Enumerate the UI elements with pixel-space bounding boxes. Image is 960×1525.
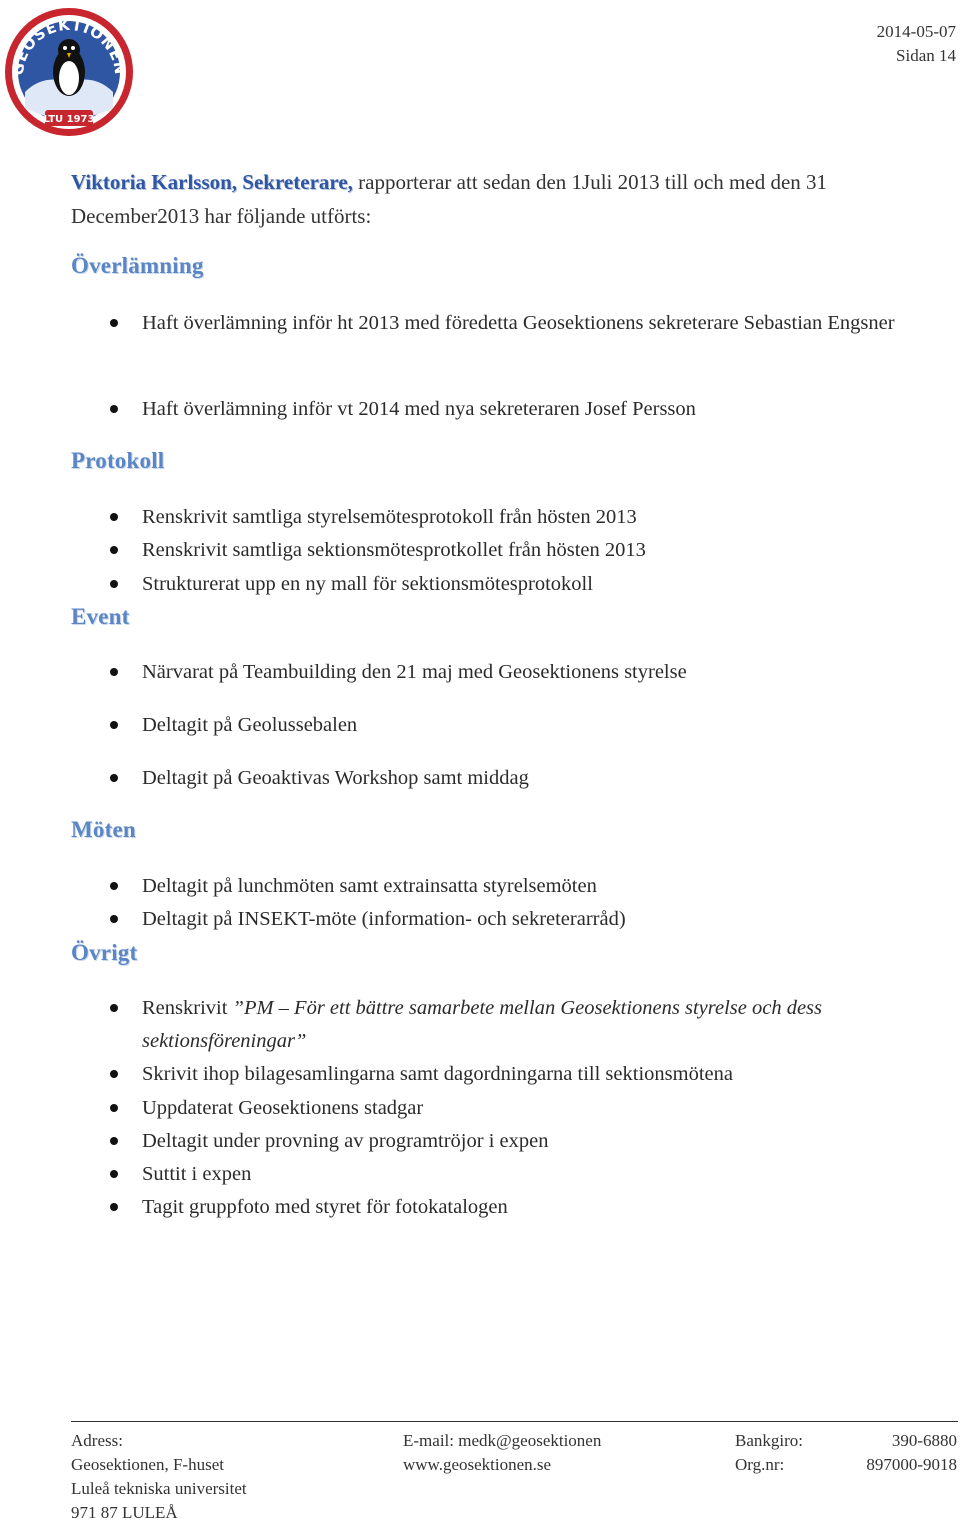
list-item: Haft överlämning inför vt 2014 med nya sekreteraren Josef Persson <box>142 393 932 426</box>
intro-text: rapporterar att sedan den 1Juli 2013 till och med den 31 December2013 har följande utförts: <box>71 170 828 228</box>
list-item: Strukturerat upp en ny mall för sektionsmötesprotokoll <box>142 568 932 601</box>
list-item: Tagit gruppfoto med styret för fotokatalogen <box>142 1191 932 1224</box>
footer-address-line: Geosektionen, F-huset <box>71 1455 224 1474</box>
footer-address <box>71 1429 247 1525</box>
footer-bank-values <box>866 1429 957 1477</box>
list-item: Renskrivit samtliga sektionsmötesprotkollet från hösten 2013 <box>142 534 932 567</box>
section-title-protokoll: Protokoll <box>71 448 165 473</box>
list-item: Deltagit på INSEKT-möte (information- och sekreterarråd) <box>142 903 932 936</box>
section-title-ovrigt: Övrigt <box>71 940 138 965</box>
list-item: Deltagit under provning av programtröjor i expen <box>142 1125 932 1158</box>
geosektionen-logo <box>3 4 135 138</box>
bankgiro-value: 390-6880 <box>891 1431 957 1450</box>
intro-paragraph <box>71 165 951 233</box>
list-item: Suttit i expen <box>142 1158 932 1191</box>
list-item: Renskrivit samtliga styrelsemötesprotokoll från hösten 2013 <box>142 501 932 534</box>
section-title-event: Event <box>71 604 130 629</box>
page-number: Sidan 14 <box>896 46 956 65</box>
list-item: Skrivit ihop bilagesamlingarna samt dagordningarna till sektionsmötena <box>142 1058 932 1091</box>
footer-website[interactable]: www.geosektionen.se <box>403 1455 552 1474</box>
list-item: Deltagit på Geoaktivas Workshop samt middag <box>142 762 932 795</box>
item-prefix: Renskrivit <box>142 997 233 1019</box>
footer-divider <box>71 1421 958 1422</box>
footer-bank-labels <box>735 1429 803 1477</box>
list-item <box>142 992 932 1058</box>
orgnr-label: Org.nr: <box>735 1455 785 1474</box>
orgnr-value: 897000-9018 <box>866 1455 957 1474</box>
author-name: Viktoria Karlsson, Sekreterare, <box>71 170 353 194</box>
list-item: Deltagit på Geolussebalen <box>142 709 932 742</box>
item-document-title: ”PM – För ett bättre samarbete mellan Geosektionens styrelse och dess sektionsföreningar” <box>142 997 823 1052</box>
footer-address-line: Luleå tekniska universitet <box>71 1479 247 1498</box>
footer-address-label: Adress: <box>71 1431 123 1450</box>
section-title-moten: Möten <box>71 817 136 842</box>
footer-address-line: 971 87 LULEÅ <box>71 1503 178 1522</box>
footer-email[interactable]: E-mail: medk@geosektionen <box>403 1431 602 1450</box>
page-header <box>877 20 956 68</box>
list-item: Uppdaterat Geosektionens stadgar <box>142 1092 932 1125</box>
section-title-overlamning: Överlämning <box>71 253 204 278</box>
list-item: Deltagit på lunchmöten samt extrainsatta styrelsemöten <box>142 870 932 903</box>
list-item: Haft överlämning inför ht 2013 med föredetta Geosektionens sekreterare Sebastian Engsner <box>142 307 932 340</box>
document-date: 2014-05-07 <box>876 22 956 41</box>
logo-bottom-text: LTU 1973 <box>43 114 95 125</box>
footer-contact <box>403 1429 601 1477</box>
bankgiro-label: Bankgiro: <box>735 1431 803 1450</box>
logo-top-text: GEOSEKTIONEN <box>8 15 130 77</box>
list-item: Närvarat på Teambuilding den 21 maj med Geosektionens styrelse <box>142 656 932 689</box>
